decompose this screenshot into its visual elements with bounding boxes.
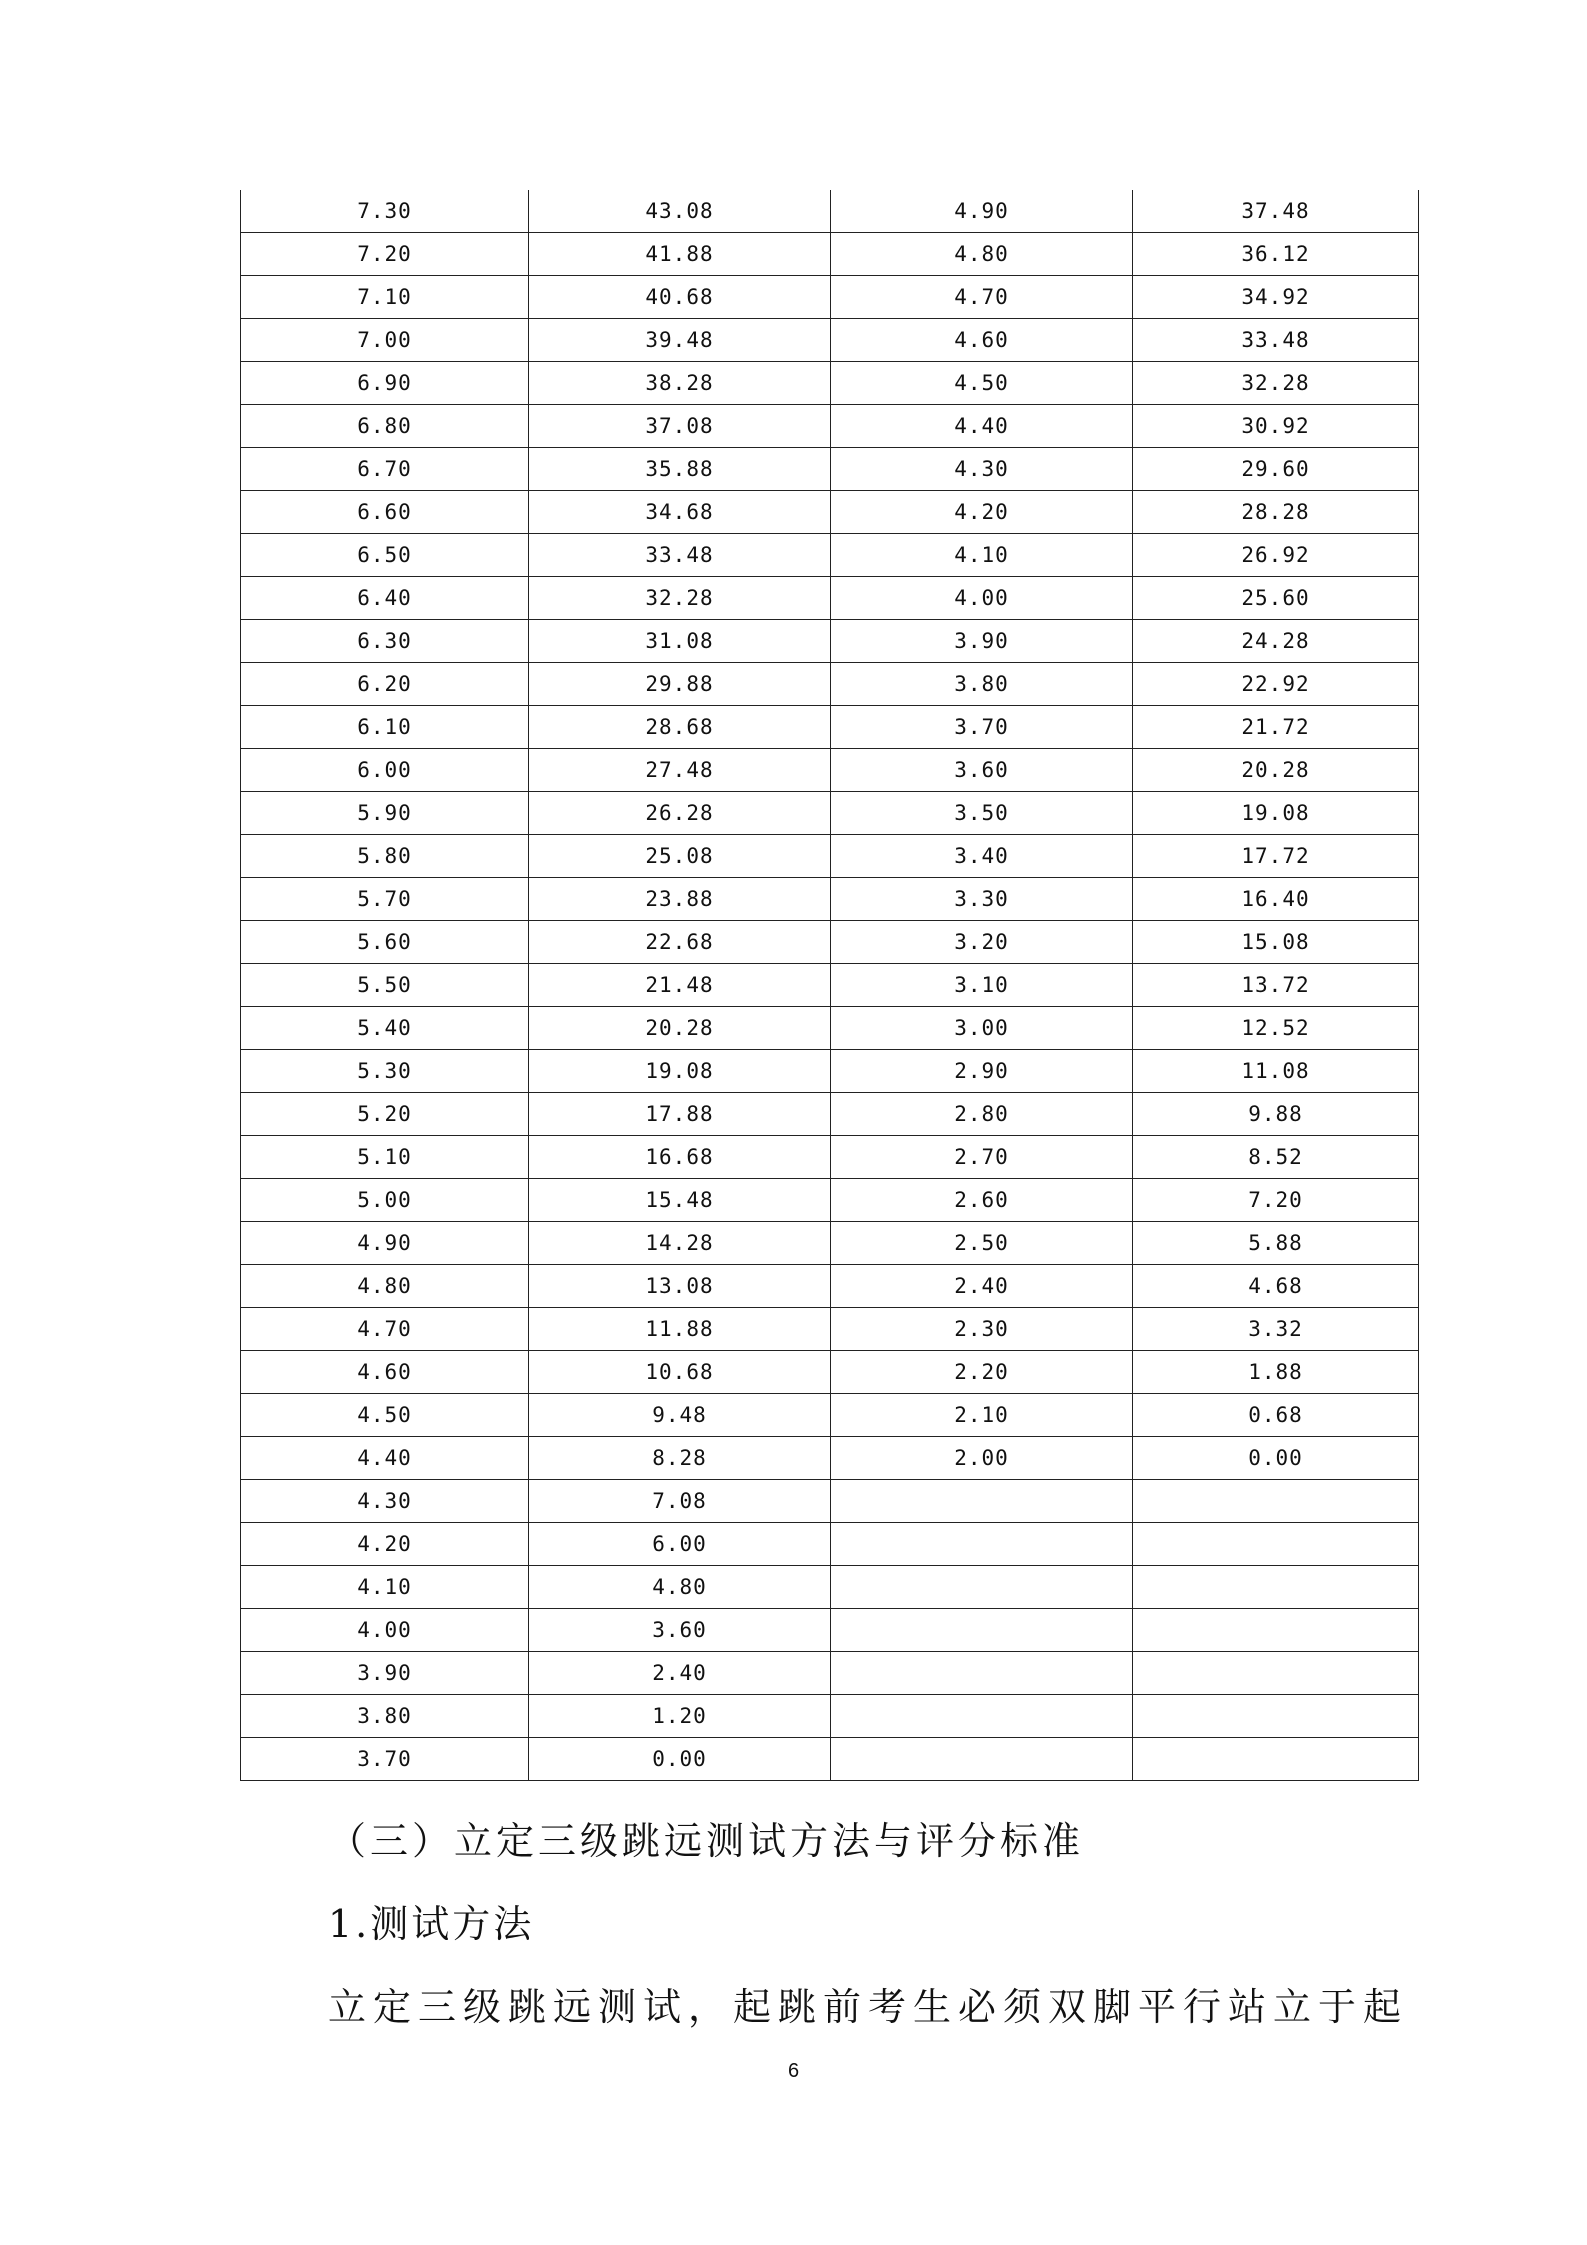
table-row [241, 749, 1419, 792]
table-row [241, 620, 1419, 663]
table-cell: 4.50 [831, 362, 1133, 405]
table-cell: 5.90 [241, 792, 529, 835]
table-row [241, 577, 1419, 620]
table-cell: 43.08 [529, 190, 831, 233]
table-row [241, 1265, 1419, 1308]
table-cell: 2.40 [831, 1265, 1133, 1308]
table-cell: 5.10 [241, 1136, 529, 1179]
table-cell: 4.20 [831, 491, 1133, 534]
table-cell: 41.88 [529, 233, 831, 276]
table-row [241, 1695, 1419, 1738]
table-cell: 20.28 [529, 1007, 831, 1050]
table-cell: 1.88 [1133, 1351, 1419, 1394]
table-cell: 4.90 [241, 1222, 529, 1265]
table-cell: 5.00 [241, 1179, 529, 1222]
table-cell: 4.50 [241, 1394, 529, 1437]
table-cell: 6.80 [241, 405, 529, 448]
table-cell: 6.00 [529, 1523, 831, 1566]
table-cell: 1.20 [529, 1695, 831, 1738]
table-cell: 4.80 [241, 1265, 529, 1308]
table-cell: 3.90 [241, 1652, 529, 1695]
table-cell [831, 1695, 1133, 1738]
table-row [241, 1566, 1419, 1609]
table-row [241, 1093, 1419, 1136]
table-cell: 3.00 [831, 1007, 1133, 1050]
table-cell: 7.30 [241, 190, 529, 233]
table-row [241, 1437, 1419, 1480]
table-cell: 14.28 [529, 1222, 831, 1265]
table-cell [1133, 1480, 1419, 1523]
table-cell [831, 1480, 1133, 1523]
table-cell: 5.20 [241, 1093, 529, 1136]
table-cell: 6.00 [241, 749, 529, 792]
table-cell [1133, 1652, 1419, 1695]
table-cell: 16.40 [1133, 878, 1419, 921]
table-cell: 6.90 [241, 362, 529, 405]
table-cell: 27.48 [529, 749, 831, 792]
table-cell: 35.88 [529, 448, 831, 491]
table-row [241, 964, 1419, 1007]
table-cell: 30.92 [1133, 405, 1419, 448]
table-cell: 7.10 [241, 276, 529, 319]
table-cell: 4.60 [831, 319, 1133, 362]
table-cell: 5.80 [241, 835, 529, 878]
table-cell: 28.68 [529, 706, 831, 749]
table-row [241, 706, 1419, 749]
table-cell [831, 1652, 1133, 1695]
table-cell: 0.00 [529, 1738, 831, 1781]
table-cell: 7.20 [241, 233, 529, 276]
table-cell: 5.30 [241, 1050, 529, 1093]
table-cell: 3.40 [831, 835, 1133, 878]
table-row [241, 1394, 1419, 1437]
table-cell: 15.08 [1133, 921, 1419, 964]
table-cell: 2.00 [831, 1437, 1133, 1480]
table-row [241, 1609, 1419, 1652]
body-paragraph: 立定三级跳远测试，起跳前考生必须双脚平行站立于起 [328, 1985, 1409, 2029]
table-cell: 4.60 [241, 1351, 529, 1394]
table-cell: 6.70 [241, 448, 529, 491]
table-cell: 17.88 [529, 1093, 831, 1136]
table-cell: 26.28 [529, 792, 831, 835]
table-cell: 0.00 [1133, 1437, 1419, 1480]
table-row [241, 448, 1419, 491]
table-cell: 4.10 [241, 1566, 529, 1609]
table-cell: 4.30 [831, 448, 1133, 491]
table-cell: 21.48 [529, 964, 831, 1007]
table-row [241, 319, 1419, 362]
table-cell: 34.68 [529, 491, 831, 534]
table-cell: 29.88 [529, 663, 831, 706]
table-cell: 31.08 [529, 620, 831, 663]
table-cell: 38.28 [529, 362, 831, 405]
table-cell: 22.68 [529, 921, 831, 964]
table-cell: 25.60 [1133, 577, 1419, 620]
table-row [241, 491, 1419, 534]
table-cell: 28.28 [1133, 491, 1419, 534]
table-row [241, 878, 1419, 921]
table-cell: 21.72 [1133, 706, 1419, 749]
table-cell: 11.08 [1133, 1050, 1419, 1093]
table-cell: 3.80 [241, 1695, 529, 1738]
table-cell: 3.30 [831, 878, 1133, 921]
table-cell: 4.70 [831, 276, 1133, 319]
table-row [241, 534, 1419, 577]
table-cell: 3.50 [831, 792, 1133, 835]
table-cell: 9.48 [529, 1394, 831, 1437]
table-cell: 4.80 [529, 1566, 831, 1609]
table-cell: 4.00 [831, 577, 1133, 620]
table-cell: 4.40 [831, 405, 1133, 448]
table-cell: 6.10 [241, 706, 529, 749]
table-row [241, 663, 1419, 706]
section-heading: （三）立定三级跳远测试方法与评分标准 [328, 1819, 1085, 1863]
table-cell: 34.92 [1133, 276, 1419, 319]
table-cell: 37.08 [529, 405, 831, 448]
table-row [241, 1738, 1419, 1781]
table-cell: 2.80 [831, 1093, 1133, 1136]
table-cell: 15.48 [529, 1179, 831, 1222]
table-cell: 5.70 [241, 878, 529, 921]
table-cell: 6.50 [241, 534, 529, 577]
table-cell: 2.50 [831, 1222, 1133, 1265]
table-cell: 5.88 [1133, 1222, 1419, 1265]
table-cell: 3.70 [241, 1738, 529, 1781]
table-row [241, 190, 1419, 233]
table-cell: 2.30 [831, 1308, 1133, 1351]
table-cell: 7.00 [241, 319, 529, 362]
table-cell: 4.40 [241, 1437, 529, 1480]
table-cell: 2.70 [831, 1136, 1133, 1179]
table-cell: 19.08 [1133, 792, 1419, 835]
table-cell: 11.88 [529, 1308, 831, 1351]
table-cell: 19.08 [529, 1050, 831, 1093]
table-cell [831, 1566, 1133, 1609]
table-cell: 6.30 [241, 620, 529, 663]
table-cell: 0.68 [1133, 1394, 1419, 1437]
table-cell: 3.32 [1133, 1308, 1419, 1351]
table-cell: 4.68 [1133, 1265, 1419, 1308]
score-table-body [241, 190, 1419, 1781]
table-cell: 23.88 [529, 878, 831, 921]
score-table [240, 190, 1419, 1781]
table-row [241, 1308, 1419, 1351]
subheading: 1.测试方法 [328, 1902, 535, 1946]
table-cell: 8.52 [1133, 1136, 1419, 1179]
table-cell: 5.60 [241, 921, 529, 964]
table-row [241, 1222, 1419, 1265]
table-cell: 36.12 [1133, 233, 1419, 276]
table-cell: 7.08 [529, 1480, 831, 1523]
table-cell: 37.48 [1133, 190, 1419, 233]
table-cell: 2.90 [831, 1050, 1133, 1093]
table-row [241, 1136, 1419, 1179]
table-cell: 25.08 [529, 835, 831, 878]
table-cell: 4.10 [831, 534, 1133, 577]
table-cell: 16.68 [529, 1136, 831, 1179]
table-cell: 8.28 [529, 1437, 831, 1480]
table-cell: 3.80 [831, 663, 1133, 706]
table-cell [1133, 1609, 1419, 1652]
table-cell: 13.72 [1133, 964, 1419, 1007]
table-cell: 5.40 [241, 1007, 529, 1050]
table-row [241, 1652, 1419, 1695]
table-cell: 5.50 [241, 964, 529, 1007]
table-cell: 3.60 [831, 749, 1133, 792]
table-row [241, 1179, 1419, 1222]
table-row [241, 1523, 1419, 1566]
table-cell: 4.20 [241, 1523, 529, 1566]
table-cell: 24.28 [1133, 620, 1419, 663]
table-cell: 4.80 [831, 233, 1133, 276]
table-row [241, 1050, 1419, 1093]
table-row [241, 1480, 1419, 1523]
table-cell: 3.60 [529, 1609, 831, 1652]
page-number: 6 [787, 2060, 800, 2082]
table-cell: 3.70 [831, 706, 1133, 749]
table-cell [831, 1523, 1133, 1566]
table-cell: 20.28 [1133, 749, 1419, 792]
table-row [241, 1007, 1419, 1050]
table-row [241, 921, 1419, 964]
table-cell: 3.20 [831, 921, 1133, 964]
table-cell: 32.28 [1133, 362, 1419, 405]
table-row [241, 835, 1419, 878]
table-cell: 2.60 [831, 1179, 1133, 1222]
table-cell: 33.48 [529, 534, 831, 577]
table-cell: 26.92 [1133, 534, 1419, 577]
table-cell [831, 1738, 1133, 1781]
table-cell: 2.10 [831, 1394, 1133, 1437]
table-cell: 3.90 [831, 620, 1133, 663]
table-cell: 6.60 [241, 491, 529, 534]
table-cell: 4.30 [241, 1480, 529, 1523]
table-row [241, 276, 1419, 319]
table-row [241, 233, 1419, 276]
table-cell: 32.28 [529, 577, 831, 620]
table-cell: 33.48 [1133, 319, 1419, 362]
table-cell: 4.90 [831, 190, 1133, 233]
table-cell: 7.20 [1133, 1179, 1419, 1222]
table-cell: 2.40 [529, 1652, 831, 1695]
table-cell: 13.08 [529, 1265, 831, 1308]
table-row [241, 405, 1419, 448]
table-cell: 40.68 [529, 276, 831, 319]
table-row [241, 362, 1419, 405]
table-cell [1133, 1738, 1419, 1781]
table-cell: 12.52 [1133, 1007, 1419, 1050]
table-cell: 39.48 [529, 319, 831, 362]
table-cell: 17.72 [1133, 835, 1419, 878]
table-row [241, 792, 1419, 835]
table-cell [1133, 1695, 1419, 1738]
table-row [241, 1351, 1419, 1394]
table-cell: 4.00 [241, 1609, 529, 1652]
table-cell: 6.40 [241, 577, 529, 620]
table-cell: 4.70 [241, 1308, 529, 1351]
table-cell [1133, 1566, 1419, 1609]
table-cell: 6.20 [241, 663, 529, 706]
table-cell: 22.92 [1133, 663, 1419, 706]
table-cell: 3.10 [831, 964, 1133, 1007]
table-cell: 2.20 [831, 1351, 1133, 1394]
table-cell: 9.88 [1133, 1093, 1419, 1136]
table-cell [831, 1609, 1133, 1652]
table-cell: 29.60 [1133, 448, 1419, 491]
table-cell [1133, 1523, 1419, 1566]
table-cell: 10.68 [529, 1351, 831, 1394]
